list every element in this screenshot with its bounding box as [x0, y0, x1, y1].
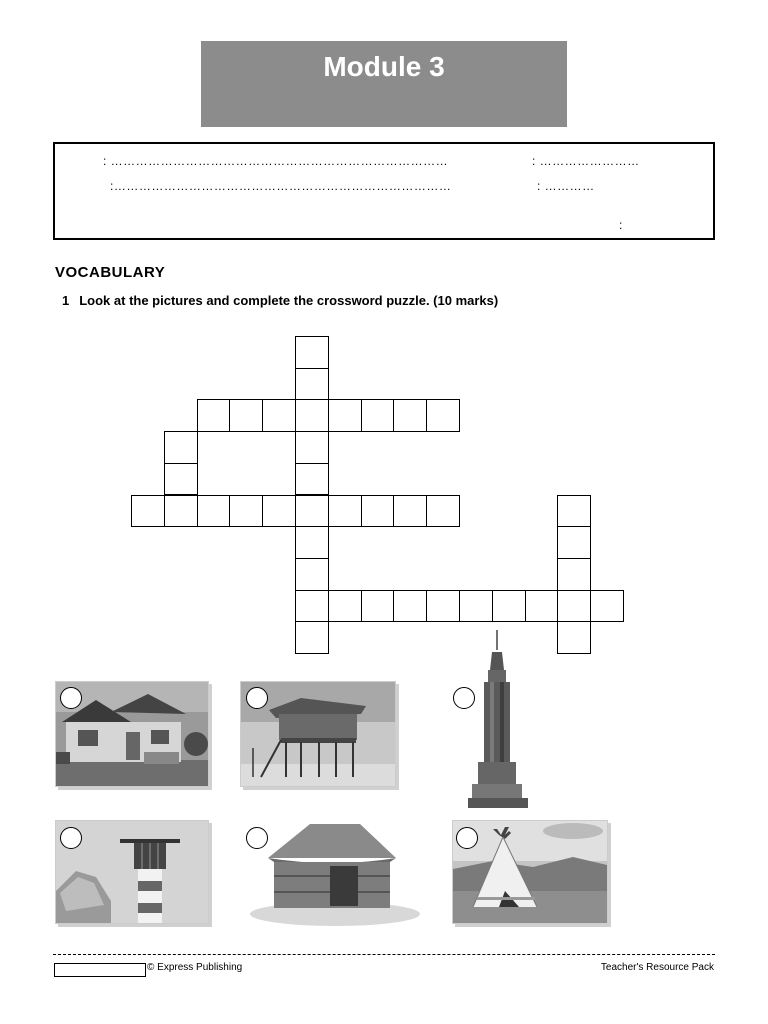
- crossword-cell[interactable]: [557, 621, 591, 654]
- crossword-cell[interactable]: [525, 590, 559, 623]
- crossword-cell[interactable]: [295, 463, 329, 496]
- crossword-cell[interactable]: [295, 399, 329, 432]
- crossword-cell[interactable]: [131, 495, 165, 528]
- crossword-cell[interactable]: [295, 431, 329, 464]
- crossword-cell[interactable]: [295, 336, 329, 369]
- footer-pack: Teacher's Resource Pack: [600, 962, 714, 973]
- exercise-number: 1: [62, 293, 70, 308]
- crossword-cell[interactable]: [361, 590, 395, 623]
- footer-publisher: © Express Publishing: [147, 962, 243, 973]
- crossword-cell[interactable]: [426, 590, 460, 623]
- answer-circle-6[interactable]: [456, 827, 478, 849]
- section-heading: VOCABULARY: [55, 264, 166, 281]
- info-line-2-right: : …………: [537, 179, 595, 193]
- crossword-cell[interactable]: [229, 495, 263, 528]
- page-title: Module 3: [323, 51, 445, 82]
- info-line-1-left: : ………………………………………………………………………: [103, 154, 449, 168]
- crossword-cell[interactable]: [557, 558, 591, 591]
- picture-hut: [240, 818, 430, 928]
- crossword-cell[interactable]: [295, 590, 329, 623]
- crossword-cell[interactable]: [328, 399, 362, 432]
- crossword-cell[interactable]: [393, 399, 427, 432]
- crossword-cell[interactable]: [295, 368, 329, 401]
- hut-icon: [240, 818, 430, 928]
- crossword-cell[interactable]: [459, 590, 493, 623]
- crossword-cell[interactable]: [393, 590, 427, 623]
- crossword-cell[interactable]: [229, 399, 263, 432]
- exercise-instruction: [62, 293, 498, 308]
- answer-circle-1[interactable]: [60, 687, 82, 709]
- instruction-text: Look at the pictures and complete the crossword puzzle. (10 marks): [79, 293, 499, 308]
- crossword-cell[interactable]: [426, 399, 460, 432]
- info-line-3-right: :: [619, 218, 623, 232]
- crossword-cell[interactable]: [164, 431, 198, 464]
- crossword-cell[interactable]: [262, 399, 296, 432]
- crossword-cell[interactable]: [295, 621, 329, 654]
- answer-circle-5[interactable]: [246, 827, 268, 849]
- skyscraper-icon: [452, 630, 542, 810]
- crossword-cell[interactable]: [295, 558, 329, 591]
- answer-circle-4[interactable]: [60, 827, 82, 849]
- crossword-cell[interactable]: [590, 590, 624, 623]
- info-line-2-left: :………………………………………………………………………: [110, 179, 452, 193]
- crossword-cell[interactable]: [361, 495, 395, 528]
- crossword-cell[interactable]: [328, 495, 362, 528]
- crossword-cell[interactable]: [361, 399, 395, 432]
- info-line-1-right: : ……………………: [532, 154, 640, 168]
- student-info-box: [53, 142, 715, 240]
- crossword-cell[interactable]: [262, 495, 296, 528]
- answer-circle-2[interactable]: [246, 687, 268, 709]
- crossword-cell[interactable]: [426, 495, 460, 528]
- crossword-cell[interactable]: [197, 399, 231, 432]
- title-banner: [201, 41, 567, 127]
- answer-circle-3[interactable]: [453, 687, 475, 709]
- crossword-cell[interactable]: [197, 495, 231, 528]
- crossword-cell[interactable]: [393, 495, 427, 528]
- footer-divider: [53, 954, 715, 955]
- crossword-cell[interactable]: [295, 495, 329, 528]
- crossword-cell[interactable]: [328, 590, 362, 623]
- crossword-cell[interactable]: [557, 526, 591, 559]
- crossword-cell[interactable]: [492, 590, 526, 623]
- crossword-cell[interactable]: [557, 590, 591, 623]
- crossword-cell[interactable]: [557, 495, 591, 528]
- footer-code-box: [54, 963, 146, 977]
- crossword-cell[interactable]: [295, 526, 329, 559]
- crossword-cell[interactable]: [164, 463, 198, 496]
- crossword-cell[interactable]: [164, 495, 198, 528]
- picture-skyscraper: [452, 630, 542, 810]
